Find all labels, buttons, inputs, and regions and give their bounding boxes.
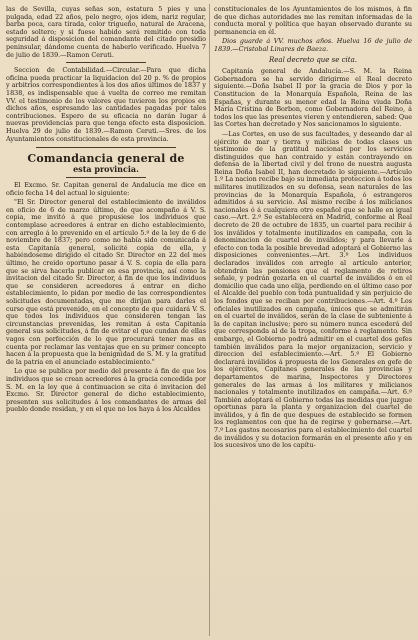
captain-general-intro: El Excmo. Sr. Capitan general de Andalucía me dice en oficio fecha 14 del actual lo siguiente:	[6, 181, 206, 197]
fugitive-notice: las de Sevilla, cuyas señas son, estatura 5 pies y una pulgada, edad 22 años, pelo negro, ojos idem, nariz regular, barba poca, cara tirada, color trigueño, natural de Aracena, estado soltero; y si fuese habido será remitido con toda seguridad á disposicion del comandante del citado presidio peninsular, dándome cuenta de haberlo verificado. Huelva 7 de julio de 1839.—Ramon Ceruti.	[6, 6, 206, 59]
director-letter: "El Sr. Director general del establecimiento de inválidos en oficio de 6 de marzo último, de que acompaño á V. S. copia, me invitó á que propusiese los individuos que contemplase acreedores á entrar en dicho establecimiento, con arreglo á lo prevenido en el artículo 5.º de la ley de 6 de noviembre de 1837; pero como no había sido comunicada á esta Capitanía general, solicité copia de ella, y habiéndoseme dirigido el citado Sr. Director en 22 del mes último, he creido oportuno pasar á V. S. copia de ella para que se sirva hacerla publicar en esa provincia, así como la invitacion del citado Sr. Director, á fin de que los individuos que se consideren acreedores á entrar en dicho establecimiento, lo pidan por medio de las correspondientes solicitudes documentadas, que me dirijan para darles el curso que está prevenido, en el concepto de que cuidará V. S. que todos los individuos que consideren tengan las circunstancias prevenidas, les remitan á esta Capitanía general sus solicitudes, á fin de evitar el que cundan de ellas vagos con perfección de lo que procurará tener mas en cuenta por reclamar las ventajas que en su primer concepto hacen á la propuesta que la benignidad de S. M. y la gratitud de la patria en el anunciado establecimiento."	[6, 198, 206, 366]
section-divider	[36, 147, 176, 148]
continuation-paragraph: constitucionales de los Ayuntamientos de los mismos, á fin de que dichas autoridades me las remitan informadas de la conducta moral y política que hayan observado durante su permanencia en él.	[214, 6, 412, 36]
signature-line: Dios guarde á VV. muchos años. Huelva 16 de julio de 1839.—Cristobal Linares de Baeza.	[214, 37, 412, 53]
accounting-circular: Seccion de Contabilidad.—Circular.—Para que dicha oficina pueda practicar la liquidacion del 20 p. % de propios y arbitrios correspondientes á los dos años últimos de 1837 y 1838, es indispensable que á vuelta de correo me remitan VV. el testimonio de los valores que tuvieron los propios en dichos años, espresando las cantidades pagadas por tales contribuciones. Espero de su eficacia no darán lugar á nuevas providencias para que tenga efecto esta disposicion. Huelva 29 de julio de 1839.—Ramon Ceruti.—Sres. de los Ayuntamientos constitucionales de esta provincia.	[6, 66, 206, 143]
left-column	[6, 6, 206, 636]
decree-title: Real decreto que se cita.	[268, 55, 358, 64]
section-divider	[66, 62, 146, 63]
column-rule	[209, 4, 210, 636]
heading-divider	[66, 177, 146, 178]
decree-preamble: Capitanía general de Andalucía.—S. M. la Reina Gobernadora se ha servido dirigirme el Real decreto siguiente.—Doña Isabel II por la gracia de Dios y por la Constitucion de la Monarquía Española, Reina de las Españas, y durante su menor edad la Reina viuda Doña María Cristina de Borbon, como Gobernadora del Reino, á todos los que las presentes vieren y entendieren, sabed: Que las Cortes han decretado y Nos sancionamos lo siguiente.	[214, 67, 412, 129]
section-heading: Comandancia general de	[27, 152, 185, 166]
publication-notice: Lo que se publica por medio del presente á fin de que los individuos que se crean acreedores á la gracia concedida por S. M. en la ley que á continuacion se cita é invitacion del Excmo. Sr. Director general de dicho establecimiento, presenten sus solicitudes á los comandantes de armas del pueblo donde residan, y en el que no los haya á los Alcaldes	[6, 367, 206, 414]
section-subheading: esta provincia.	[73, 164, 139, 175]
right-column	[214, 6, 412, 636]
decree-articles: —Las Cortes, en uso de sus facultades, y deseando dar al ejército de mar y tierra y milicias de todas clases un testimonio de la gratitud nacional por los servicios distinguidos que han contraido y están contrayendo en defensa de la libertad civil y del trono de nuestra augusta Reina Doña Isabel II, han decretado lo siguiente.—Artículo 1.º La nacion recibe bajo su inmediata proteccion á todos los militares inutilizados en su defensa, sean naturales de las provincias de la Monarquía Española, ó estrangeros admitidos á su servicio. Así mismo recibe á los milicianos nacionales ó á cualquiera otro español que se halle en igual caso.—Art. 2.º Se establecerá en Madrid, conforme al Real decreto de 20 de octubre de 1835, un cuartel para recibir á los inválidos y totalmente inutilizados en campaña, con la denominacion de cuartel de inválidos; y para llevarle á efecto con toda la posible brevedad adoptará el Gobierno las disposiciones convenientes.—Art. 3.º Los individuos declarados inválidos con arreglo al artículo anterior, obtendrán las pensiones que el reglamento de retiros señale, y podrán gozarla en el cuartel de inválidos ó en el domicilio que cada uno elija, perdiendo en el último caso por el Alcalde del pueblo con toda puntualidad y sin perjuicio de los fondos que se reciban por contribuciones.—Art. 4.º Los oficiales inutilizados en campaña, únicos que se admitirán en el cuartel de inválidos, serán de la clase de subteniente á la de capitan inclusive; pero su número nunca escederá del que corresponda al de la tropa, conforme á reglamento. Sin embargo, el Gobierno podrá admitir en el cuartel dos gefes también inválidos para la mejor organizacion, servicio y direccion del establecimiento.—Art. 5.º El Gobierno declarará inválidos á propuesta de los Generales en gefe de los ejércitos, Capitanes generales de las provincias y departamentos de marina, Inspectores y Directores generales de las armas á los militares y milicianos nacionales y totalmente inutilizados en campaña.—Art. 6.º También adoptará el Gobierno todas las medidas que juzgue oportunas para la planta y organizacion del cuartel de inválidos, y á fin de que despues de establecido se formen los reglamentos con que ha de regirse y gobernarse.—Art. 7.º Los gastos necesarios para el establecimiento del cuartel de inválidos y su dotacion formarán en el presente año y en los sucesivos uno de los capítu-	[214, 129, 412, 450]
